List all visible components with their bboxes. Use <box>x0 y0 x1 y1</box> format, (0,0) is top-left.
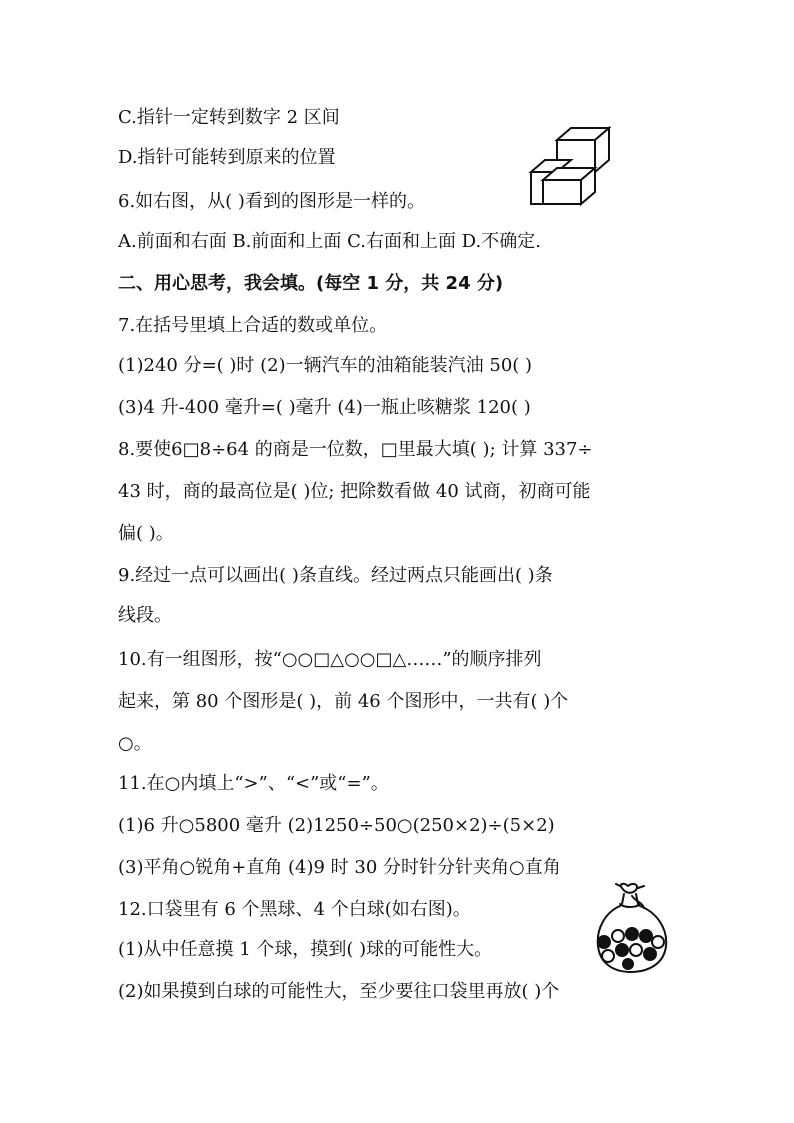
ball-bag-figure <box>592 882 670 974</box>
section-heading: 二、用心思考，我会填。(每空 1 分，共 24 分) <box>118 273 504 294</box>
question-10-line-2: 起来，第 80 个图形是( )，前 46 个图形中，一共有( )个 <box>118 691 569 712</box>
question-9-line-2: 线段。 <box>118 605 172 626</box>
option-c: C.指针一定转到数字 2 区间 <box>118 107 340 128</box>
question-6-options: A.前面和右面 B.前面和上面 C.右面和上面 D.不确定. <box>118 231 541 252</box>
stacked-cubes-figure <box>527 126 611 206</box>
option-d: D.指针可能转到原来的位置 <box>118 147 336 168</box>
question-7: 7.在括号里填上合适的数或单位。 <box>118 315 388 336</box>
question-12-part-2: (2)如果摸到白球的可能性大，至少要往口袋里再放( )个 <box>118 981 560 1002</box>
question-7-part-1-2: (1)240 分=( )时 (2)一辆汽车的油箱能装汽油 50( ) <box>118 355 533 376</box>
question-12-part-1: (1)从中任意摸 1 个球，摸到( )球的可能性大。 <box>118 939 493 960</box>
question-9-line-1: 9.经过一点可以画出( )条直线。经过两点只能画出( )条 <box>118 565 553 586</box>
question-12: 12.口袋里有 6 个黑球、4 个白球(如右图)。 <box>118 899 471 920</box>
question-8-line-2: 43 时，商的最高位是( )位; 把除数看做 40 试商，初商可能 <box>118 481 591 502</box>
question-11: 11.在○内填上“>”、“<”或“=”。 <box>118 773 389 794</box>
question-10-line-1: 10.有一组图形，按“○○□△○○□△……”的顺序排列 <box>118 649 542 670</box>
question-11-part-1-2: (1)6 升○5800 毫升 (2)1250÷50○(250×2)÷(5×2) <box>118 815 555 836</box>
question-8-line-3: 偏( )。 <box>118 523 174 544</box>
question-6: 6.如右图，从( )看到的图形是一样的。 <box>118 191 425 212</box>
question-11-part-3-4: (3)平角○锐角+直角 (4)9 时 30 分时针分针夹角○直角 <box>118 857 561 878</box>
question-8-line-1: 8.要使6□8÷64 的商是一位数，□里最大填( ); 计算 337÷ <box>118 439 593 460</box>
question-7-part-3-4: (3)4 升-400 毫升=( )毫升 (4)一瓶止咳糖浆 120( ) <box>118 397 531 418</box>
question-10-line-3: ○。 <box>118 733 152 754</box>
